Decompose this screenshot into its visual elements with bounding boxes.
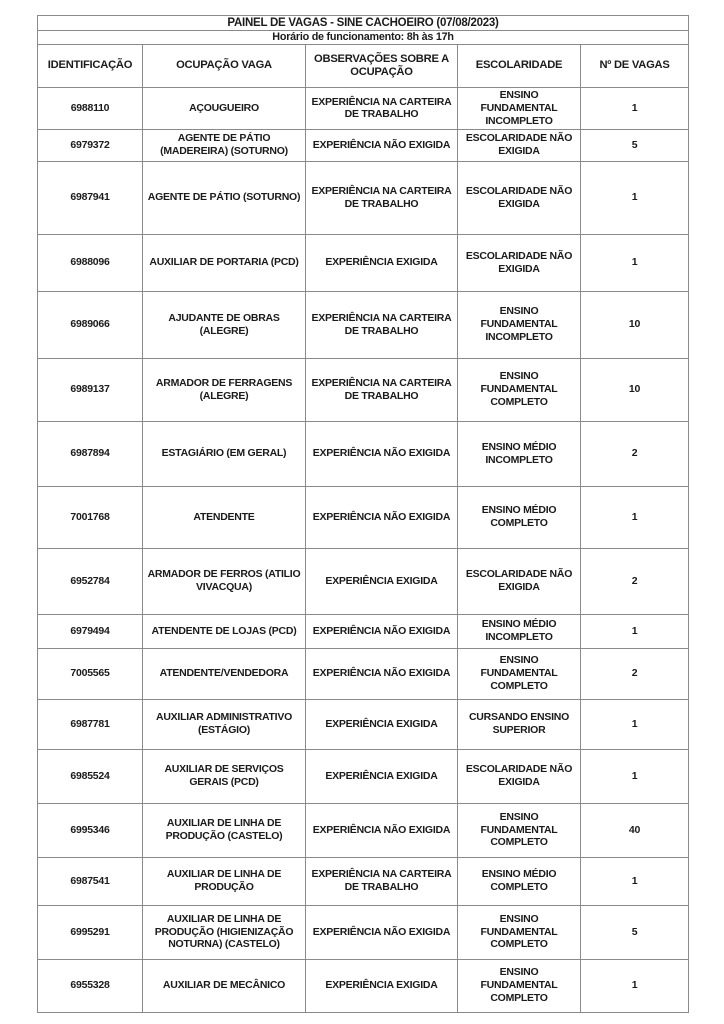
table-row: [38, 129, 689, 161]
cell-observacoes: EXPERIÊNCIA NA CARTEIRA DE TRABALHO: [306, 358, 458, 421]
cell-escolaridade: ESCOLARIDADE NÃO EXIGIDA: [458, 234, 581, 291]
cell-identificacao: 6987941: [38, 161, 143, 234]
cell-ocupacao: AUXILIAR DE SERVIÇOS GERAIS (PCD): [143, 749, 306, 803]
cell-observacoes: EXPERIÊNCIA NÃO EXIGIDA: [306, 129, 458, 161]
table-row: [38, 358, 689, 421]
cell-identificacao: 6952784: [38, 548, 143, 614]
panel-subtitle-row: [38, 31, 689, 45]
cell-escolaridade: ENSINO MÉDIO INCOMPLETO: [458, 614, 581, 648]
cell-num-vagas: 5: [581, 905, 689, 959]
cell-identificacao: 6995291: [38, 905, 143, 959]
col-header-num-vagas: Nº DE VAGAS: [581, 45, 689, 88]
vagas-table-body: [38, 88, 689, 1012]
cell-num-vagas: 1: [581, 486, 689, 548]
column-header-row: [38, 45, 689, 88]
cell-escolaridade: ENSINO FUNDAMENTAL COMPLETO: [458, 358, 581, 421]
col-header-identificacao: IDENTIFICAÇÃO: [38, 45, 143, 88]
table-row: [38, 291, 689, 358]
col-header-escolaridade: ESCOLARIDADE: [458, 45, 581, 88]
table-row: [38, 699, 689, 749]
table-row: [38, 959, 689, 1012]
cell-escolaridade: ESCOLARIDADE NÃO EXIGIDA: [458, 129, 581, 161]
table-row: [38, 234, 689, 291]
cell-escolaridade: ESCOLARIDADE NÃO EXIGIDA: [458, 548, 581, 614]
panel-title: PAINEL DE VAGAS - SINE CACHOEIRO (07/08/2023): [38, 16, 689, 31]
cell-escolaridade: ENSINO FUNDAMENTAL COMPLETO: [458, 803, 581, 857]
cell-escolaridade: ENSINO FUNDAMENTAL COMPLETO: [458, 905, 581, 959]
cell-identificacao: 6989066: [38, 291, 143, 358]
table-row: [38, 857, 689, 905]
cell-observacoes: EXPERIÊNCIA NÃO EXIGIDA: [306, 486, 458, 548]
cell-identificacao: 6988096: [38, 234, 143, 291]
cell-ocupacao: AJUDANTE DE OBRAS (ALEGRE): [143, 291, 306, 358]
table-row: [38, 88, 689, 129]
cell-num-vagas: 1: [581, 699, 689, 749]
cell-observacoes: EXPERIÊNCIA NA CARTEIRA DE TRABALHO: [306, 88, 458, 129]
cell-escolaridade: ENSINO FUNDAMENTAL INCOMPLETO: [458, 291, 581, 358]
table-row: [38, 614, 689, 648]
cell-identificacao: 7001768: [38, 486, 143, 548]
cell-escolaridade: ENSINO MÉDIO COMPLETO: [458, 857, 581, 905]
cell-num-vagas: 40: [581, 803, 689, 857]
cell-ocupacao: AUXILIAR DE MECÂNICO: [143, 959, 306, 1012]
cell-identificacao: 6979494: [38, 614, 143, 648]
table-row: [38, 421, 689, 486]
cell-observacoes: EXPERIÊNCIA NÃO EXIGIDA: [306, 421, 458, 486]
cell-escolaridade: ENSINO FUNDAMENTAL COMPLETO: [458, 648, 581, 699]
cell-num-vagas: 1: [581, 857, 689, 905]
cell-escolaridade: CURSANDO ENSINO SUPERIOR: [458, 699, 581, 749]
cell-escolaridade: ENSINO FUNDAMENTAL COMPLETO: [458, 959, 581, 1012]
cell-num-vagas: 10: [581, 291, 689, 358]
cell-observacoes: EXPERIÊNCIA NÃO EXIGIDA: [306, 648, 458, 699]
cell-num-vagas: 2: [581, 421, 689, 486]
cell-ocupacao: ESTAGIÁRIO (EM GERAL): [143, 421, 306, 486]
cell-num-vagas: 2: [581, 548, 689, 614]
cell-ocupacao: AUXILIAR DE LINHA DE PRODUÇÃO (CASTELO): [143, 803, 306, 857]
cell-identificacao: 6985524: [38, 749, 143, 803]
cell-ocupacao: ATENDENTE DE LOJAS (PCD): [143, 614, 306, 648]
cell-observacoes: EXPERIÊNCIA EXIGIDA: [306, 548, 458, 614]
cell-ocupacao: ATENDENTE/VENDEDORA: [143, 648, 306, 699]
cell-num-vagas: 5: [581, 129, 689, 161]
cell-num-vagas: 2: [581, 648, 689, 699]
vagas-table: [37, 15, 689, 1013]
cell-ocupacao: ARMADOR DE FERROS (ATILIO VIVACQUA): [143, 548, 306, 614]
cell-identificacao: 6995346: [38, 803, 143, 857]
cell-identificacao: 6955328: [38, 959, 143, 1012]
cell-identificacao: 6979372: [38, 129, 143, 161]
cell-identificacao: 6987541: [38, 857, 143, 905]
table-row: [38, 803, 689, 857]
cell-ocupacao: AUXILIAR DE PORTARIA (PCD): [143, 234, 306, 291]
cell-num-vagas: 1: [581, 614, 689, 648]
cell-num-vagas: 1: [581, 234, 689, 291]
table-row: [38, 749, 689, 803]
cell-ocupacao: ARMADOR DE FERRAGENS (ALEGRE): [143, 358, 306, 421]
cell-observacoes: EXPERIÊNCIA EXIGIDA: [306, 699, 458, 749]
cell-num-vagas: 1: [581, 161, 689, 234]
cell-ocupacao: ATENDENTE: [143, 486, 306, 548]
cell-num-vagas: 1: [581, 959, 689, 1012]
cell-ocupacao: AUXILIAR ADMINISTRATIVO (ESTÁGIO): [143, 699, 306, 749]
cell-observacoes: EXPERIÊNCIA NA CARTEIRA DE TRABALHO: [306, 857, 458, 905]
cell-observacoes: EXPERIÊNCIA EXIGIDA: [306, 749, 458, 803]
table-row: [38, 905, 689, 959]
cell-observacoes: EXPERIÊNCIA NA CARTEIRA DE TRABALHO: [306, 161, 458, 234]
cell-escolaridade: ENSINO FUNDAMENTAL INCOMPLETO: [458, 88, 581, 129]
cell-ocupacao: AGENTE DE PÁTIO (SOTURNO): [143, 161, 306, 234]
cell-identificacao: 6987894: [38, 421, 143, 486]
table-row: [38, 486, 689, 548]
cell-observacoes: EXPERIÊNCIA NÃO EXIGIDA: [306, 614, 458, 648]
cell-observacoes: EXPERIÊNCIA EXIGIDA: [306, 234, 458, 291]
cell-escolaridade: ESCOLARIDADE NÃO EXIGIDA: [458, 161, 581, 234]
cell-observacoes: EXPERIÊNCIA NA CARTEIRA DE TRABALHO: [306, 291, 458, 358]
cell-observacoes: EXPERIÊNCIA NÃO EXIGIDA: [306, 905, 458, 959]
col-header-ocupacao-vaga: OCUPAÇÃO VAGA: [143, 45, 306, 88]
cell-identificacao: 6988110: [38, 88, 143, 129]
cell-ocupacao: AUXILIAR DE LINHA DE PRODUÇÃO: [143, 857, 306, 905]
cell-identificacao: 6989137: [38, 358, 143, 421]
cell-identificacao: 6987781: [38, 699, 143, 749]
table-row: [38, 161, 689, 234]
table-row: [38, 548, 689, 614]
cell-ocupacao: AÇOUGUEIRO: [143, 88, 306, 129]
panel-title-row: [38, 16, 689, 31]
panel-subtitle: Horário de funcionamento: 8h às 17h: [38, 31, 689, 45]
cell-ocupacao: AGENTE DE PÁTIO (MADEREIRA) (SOTURNO): [143, 129, 306, 161]
table-row: [38, 648, 689, 699]
cell-num-vagas: 1: [581, 88, 689, 129]
cell-identificacao: 7005565: [38, 648, 143, 699]
cell-escolaridade: ENSINO MÉDIO COMPLETO: [458, 486, 581, 548]
cell-escolaridade: ENSINO MÉDIO INCOMPLETO: [458, 421, 581, 486]
cell-ocupacao: AUXILIAR DE LINHA DE PRODUÇÃO (HIGIENIZAÇÃO NOTURNA) (CASTELO): [143, 905, 306, 959]
cell-num-vagas: 10: [581, 358, 689, 421]
cell-num-vagas: 1: [581, 749, 689, 803]
cell-escolaridade: ESCOLARIDADE NÃO EXIGIDA: [458, 749, 581, 803]
cell-observacoes: EXPERIÊNCIA EXIGIDA: [306, 959, 458, 1012]
cell-observacoes: EXPERIÊNCIA NÃO EXIGIDA: [306, 803, 458, 857]
col-header-observacoes: OBSERVAÇÕES SOBRE A OCUPAÇÃO: [306, 45, 458, 88]
